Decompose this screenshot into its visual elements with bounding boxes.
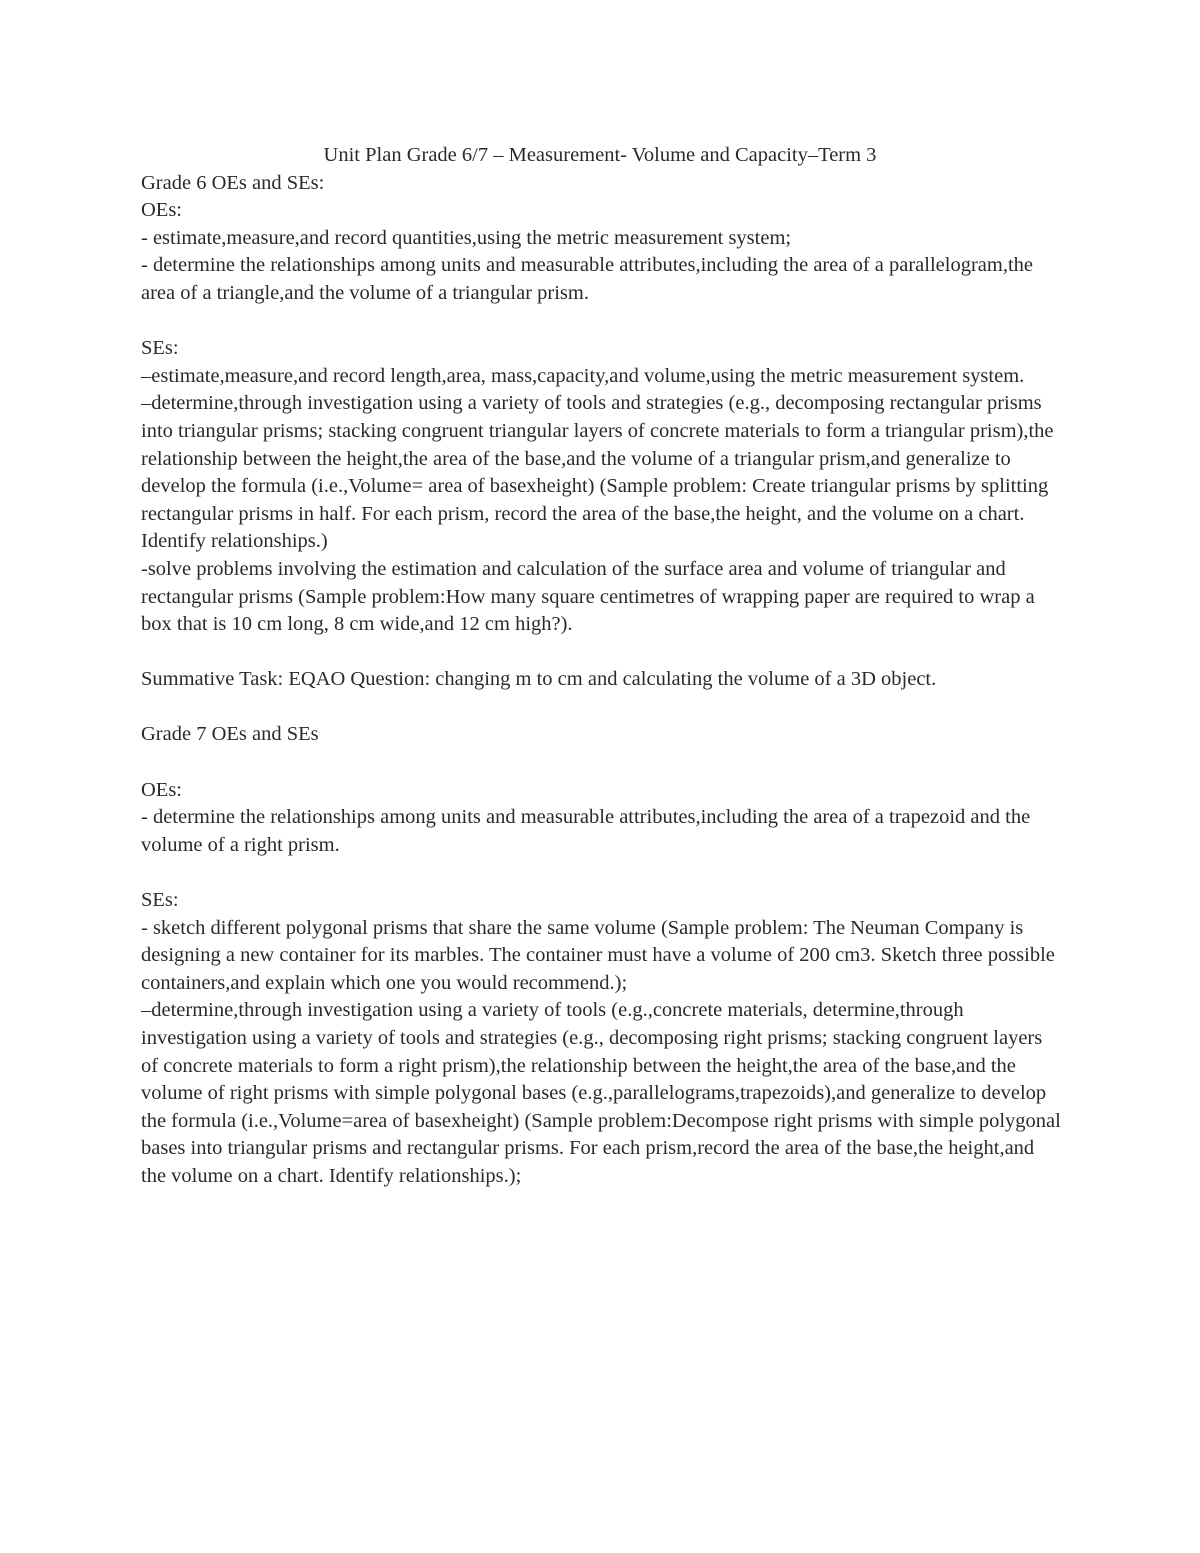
spacer <box>141 639 1063 667</box>
grade6-se-item: –estimate,measure,and record length,area, mass,capacity,and volume,using the metric measurement system. <box>141 364 1025 387</box>
grade7-se-item: - sketch different polygonal prisms that share the same volume (Sample problem: The Neuman Company is designing a new container for its marbles. The container must have a volume of 200 cm3. Sketch three possible containers,and explain which one you would recommend.); <box>141 916 1055 994</box>
grade7-ses-label: SEs: <box>141 889 179 912</box>
spacer <box>141 859 1063 887</box>
spacer <box>141 749 1063 777</box>
grade7-heading: Grade 7 OEs and SEs <box>141 723 319 746</box>
document-title: Unit Plan Grade 6/7 – Measurement- Volume and Capacity–Term 3 <box>323 144 877 166</box>
spacer <box>141 694 1063 722</box>
grade6-heading: Grade 6 OEs and SEs: <box>141 171 325 194</box>
grade7-oe-item: - determine the relationships among units and measurable attributes,including the area of a trapezoid and the volume of a right prism. <box>141 806 1031 856</box>
grade7-oes-label: OEs: <box>141 778 182 801</box>
grade6-oes-label: OEs: <box>141 199 182 222</box>
document-body <box>141 142 1063 1191</box>
grade6-oe-item: - estimate,measure,and record quantities,using the metric measurement system; <box>141 226 792 249</box>
grade6-se-item: -solve problems involving the estimation and calculation of the surface area and volume of triangular and rectangular prisms (Sample problem:How many square centimetres of wrapping paper are required to wrap a box that is 10 cm long, 8 cm wide,and 12 cm high?). <box>141 557 1035 636</box>
grade6-oe-item: - determine the relationships among units and measurable attributes,including the area of a parallelogram,the area of a triangle,and the volume of a triangular prism. <box>141 254 1034 304</box>
grade6-se-item: –determine,through investigation using a variety of tools and strategies (e.g., decomposing rectangular prisms into triangular prisms; stacking congruent triangular layers of concrete materials to form a triangular prism),the relationship between the height,the area of the base,and the volume of a triangular prism,and generalize to develop the formula (i.e.,Volume= area of basexheight) (Sample problem: Create triangular prisms by splitting rectangular prisms in half. For each prism, record the area of the base,the height, and the volume on a chart. Identify relationships.) <box>141 392 1054 553</box>
spacer <box>141 308 1063 336</box>
grade7-se-item: –determine,through investigation using a variety of tools (e.g.,concrete materials, determine,through investigation using a variety of tools and strategies (e.g., decomposing right prisms; stacking congruent layers of concrete materials to form a right prism),the relationship between the height,the area of the base,and the volume of right prisms with simple polygonal bases (e.g.,parallelograms,trapezoids),and generalize to develop the formula (i.e.,Volume=area of basexheight) (Sample problem:Decompose right prisms with simple polygonal bases into triangular prisms and rectangular prisms. For each prism,record the area of the base,the height,and the volume on a chart. Identify relationships.); <box>141 999 1061 1187</box>
summative-task: Summative Task: EQAO Question: changing m to cm and calculating the volume of a 3D object. <box>141 668 937 691</box>
grade6-ses-label: SEs: <box>141 337 179 360</box>
